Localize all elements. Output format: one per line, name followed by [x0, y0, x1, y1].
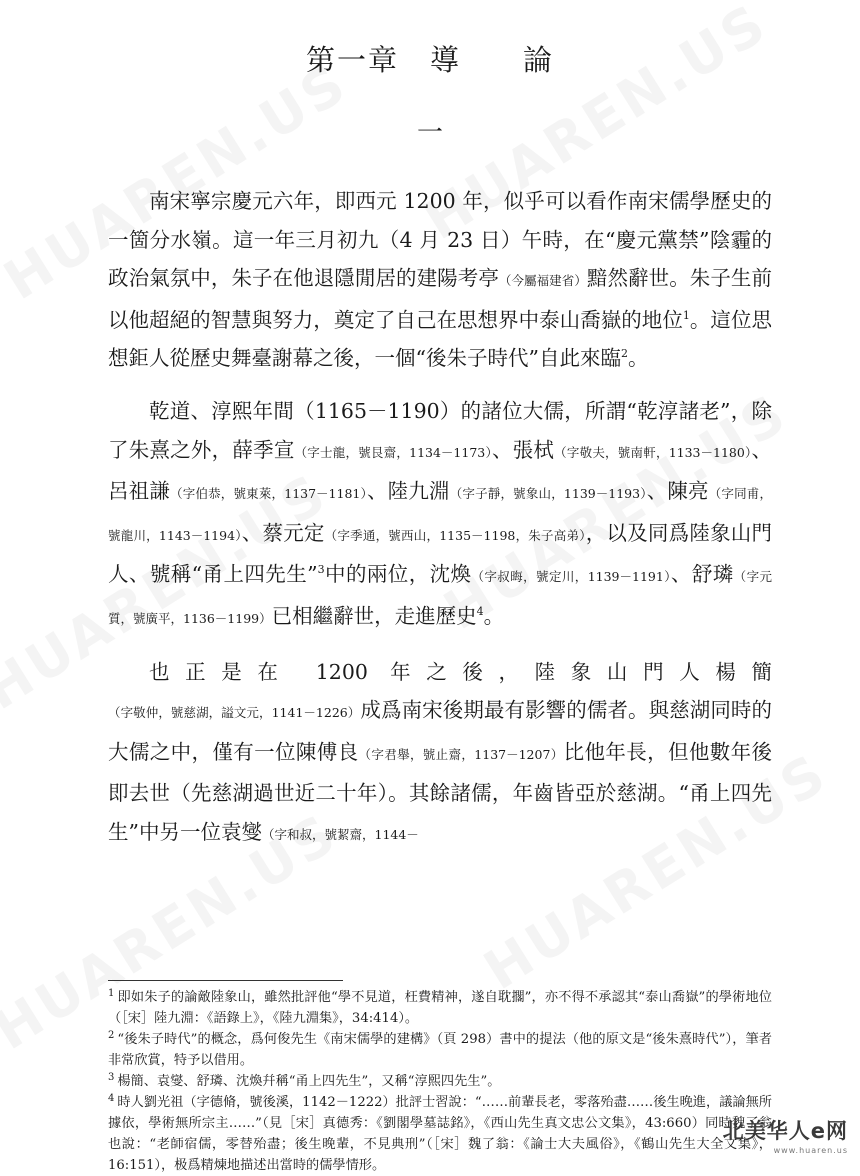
text-run: 南宋寧宗慶元六年，即西元 1200 年，似乎可以看作南宋儒學歷史的一箇分水嶺。這一年三月初九（4 月 23 日）午時，在“慶元黨禁”陰霾的政治氣氛中，朱子在他退隱閒居的建陽考亭: [108, 189, 772, 291]
text-run: ，以及同爲陸象山門人、號稱“甬上四先生”: [108, 520, 773, 587]
footnote-3: [108, 1071, 772, 1092]
footnote-ref[interactable]: 1: [682, 308, 690, 322]
text-run: 、張栻: [491, 437, 555, 462]
text-run: 乾道、淳熙年間（1165－1190）的諸位大儒，所謂“乾淳諸老”，除了朱熹之外，薛季宣: [108, 398, 772, 462]
footnote-2: [108, 1029, 772, 1071]
footnote-ref[interactable]: 3: [317, 563, 325, 577]
text-run: 已相繼辭世，走進歷史: [271, 603, 477, 628]
footnote-divider: [108, 980, 343, 981]
footnote-1: [108, 987, 772, 1029]
paragraph-1: [108, 182, 772, 378]
annotation: （字士龍，號艮齋，1134－1173）: [294, 444, 492, 460]
footnotes: [108, 987, 772, 1176]
text-run: 、陳亮: [646, 479, 709, 504]
annotation: （字叔晦，號定川，1139－1191）: [471, 569, 671, 585]
text-run: 。這位思想鉅人從歷史舞臺謝幕之後，一個“後朱子時代”自此來臨: [108, 307, 772, 371]
footnote-text: 楊簡、袁燮、舒璘、沈煥幷稱“甬上四先生”，又稱“淳熙四先生”。: [117, 1074, 501, 1089]
footnote-text: “後朱子時代”的概念，爲何俊先生《南宋儒學的建構》（頁 298）書中的提法（他的原文是“後朱熹時代”），筆者非常欣賞，特予以借用。: [108, 1032, 772, 1068]
text-run: 、陸九淵: [367, 479, 450, 504]
annotation: （字子靜，號象山，1139－1193）: [449, 486, 647, 502]
footnote-text: 即如朱子的論敵陸象山，雖然批評他“學不見道，枉費精神，遂自耽擱”，亦不得不承認其“泰山喬嶽”的學術地位（［宋］陸九淵：《語錄上》，《陸九淵集》，34:414）。: [108, 990, 772, 1026]
text-run: 、呂祖謙: [108, 437, 773, 504]
footnote-number: 2: [108, 1029, 115, 1041]
annotation: （今屬福建省）: [498, 273, 587, 289]
annotation: （字元質，號廣平，1136－1199）: [108, 569, 772, 626]
text-run: 黯然辭世。朱子生前以他超絕的智慧與努力，奠定了自己在思想界中泰山喬嶽的地位: [108, 266, 772, 332]
paragraph-2: [108, 392, 772, 639]
footnote-number: 1: [108, 987, 115, 999]
watermark-name: 北美华人e网: [722, 1119, 848, 1143]
text-run: 、舒璘: [670, 562, 734, 587]
chapter-title: 第一章 導 論: [305, 43, 554, 77]
annotation: （字敬夫，號南軒，1133－1180）: [554, 444, 752, 460]
site-watermark: [723, 1115, 848, 1155]
annotation: （字同甫，號龍川，1143－1194）: [108, 486, 772, 543]
paragraph-3: [108, 653, 772, 855]
text-run: 也正是在 1200 年之後，陸象山門人楊簡: [149, 659, 772, 684]
main-text: [108, 182, 772, 869]
text-run: 中的兩位，沈煥: [324, 562, 472, 587]
annotation: （字和叔，號絜齋，1144－: [261, 826, 419, 842]
text-run: 。: [627, 346, 649, 371]
annotation: （字伯恭，號東萊，1137－1181）: [170, 486, 367, 502]
footnote-4: [108, 1092, 772, 1176]
annotation: （字敬仲，號慈湖，謚文元，1141－1226）: [108, 705, 361, 721]
text-run: 。: [483, 603, 505, 628]
watermark-url: www.huaren.us: [773, 1146, 848, 1155]
text-run: 、蔡元定: [241, 520, 325, 545]
footnote-ref[interactable]: 4: [476, 605, 484, 619]
annotation: （字君舉，號止齋，1137－1207）: [358, 746, 564, 762]
section-number: 一: [416, 118, 443, 148]
footnote-number: 3: [108, 1071, 115, 1083]
footnote-text: 時人劉光祖（字德脩，號後溪，1142－1222）批評士習說：“……前輩長老，零落殆盡……後生晚進，議論無所據依，學術無所宗主……”（見［宋］真德秀：《劉閣學墓誌銘》，《西山先生真文忠公文集》，43:660）同時魏了翁也說：“老師宿儒，零替殆盡；後生晚輩，不見典刑”（［宋］魏了翁：《論士大夫風俗》，《鶴山先生大全文集》，16:151），极爲精煉地描述出當時的儒學情形。: [108, 1095, 772, 1173]
footnote-ref[interactable]: 2: [620, 347, 628, 361]
text-run: 成爲南宋後期最有影響的儒者。與慈湖同時的大儒之中，僅有一位陳傅良: [108, 698, 773, 764]
footnote-number: 4: [108, 1092, 115, 1104]
text-run: 比他年長，但他數年後即去世（先慈湖過世近二十年）。其餘諸儒，年齒皆亞於慈湖。“甬上四先生”中另一位袁燮: [108, 739, 773, 844]
annotation: （字季通，號西山，1135－1198，朱子高弟）: [324, 527, 586, 543]
